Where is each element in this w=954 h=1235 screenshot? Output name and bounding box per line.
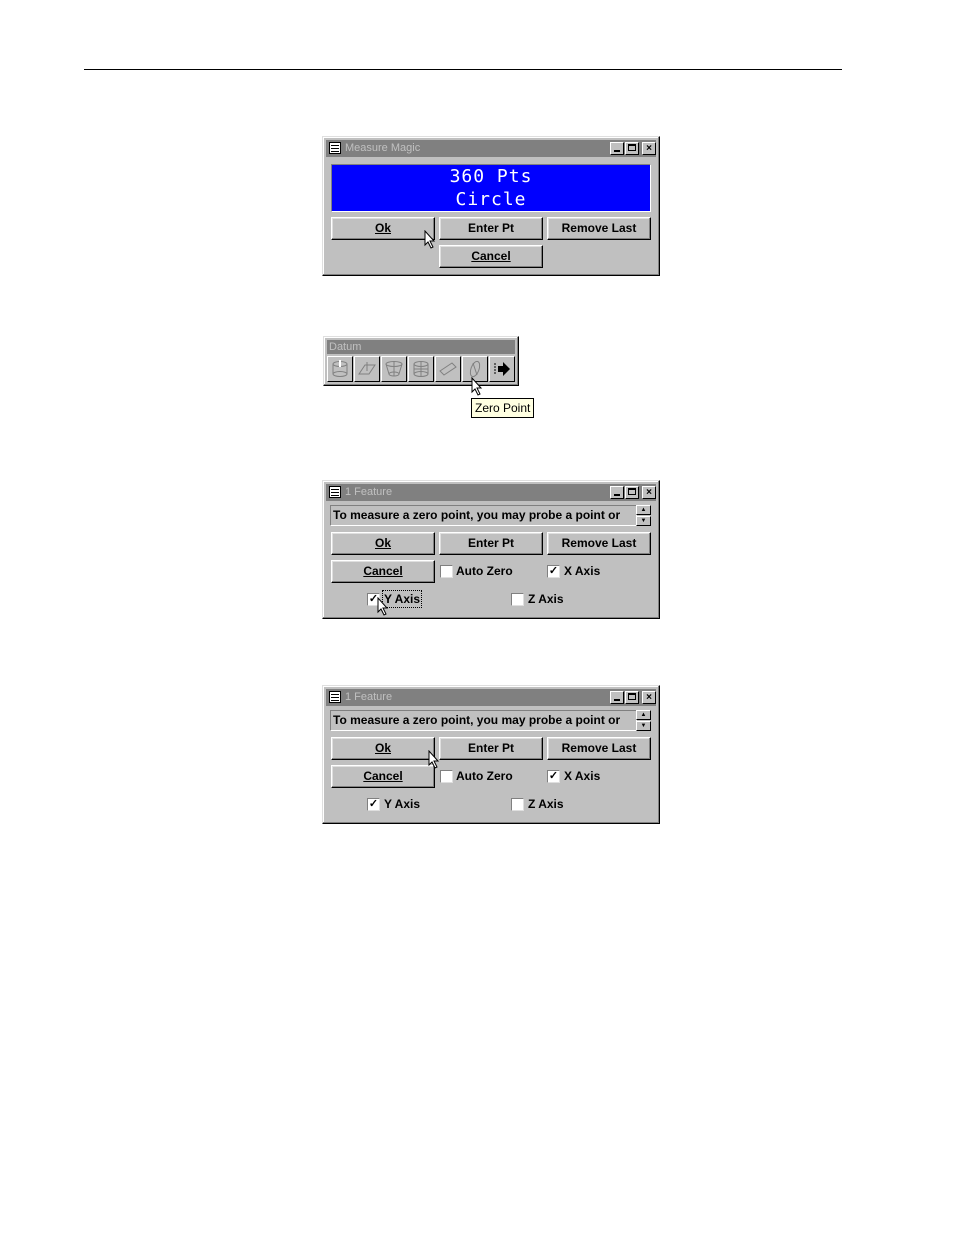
ok-button[interactable] bbox=[331, 737, 435, 760]
toolbar-title: Datum bbox=[327, 340, 515, 354]
remove-last-button[interactable] bbox=[547, 217, 651, 240]
feature-type: Circle bbox=[455, 189, 527, 210]
datum-plane-tool[interactable] bbox=[354, 356, 380, 382]
close-button[interactable]: × bbox=[642, 691, 656, 704]
window-title: 1 Feature bbox=[345, 486, 393, 498]
datum-sphere-tool[interactable] bbox=[408, 356, 434, 382]
cancel-button[interactable] bbox=[331, 765, 435, 788]
maximize-button[interactable] bbox=[625, 486, 639, 499]
measure-magic-window bbox=[322, 136, 660, 276]
ok-label: Ok bbox=[374, 741, 391, 755]
zero-point-icon bbox=[465, 359, 485, 379]
message-scroll[interactable] bbox=[636, 505, 651, 526]
mouse-pointer-icon bbox=[377, 597, 389, 616]
x-axis-checkbox[interactable]: ✓ bbox=[548, 770, 559, 782]
close-button[interactable]: × bbox=[642, 142, 656, 155]
enter-pt-button[interactable] bbox=[439, 217, 543, 240]
datum-toolbar bbox=[323, 336, 519, 386]
scroll-down-button[interactable]: ▼ bbox=[636, 721, 651, 731]
tooltip: Zero Point bbox=[471, 398, 534, 418]
datum-cone-tool[interactable] bbox=[381, 356, 407, 382]
cancel-label: Cancel bbox=[471, 249, 511, 263]
y-axis-label: Y Axis bbox=[384, 797, 421, 811]
remove-last-label: Remove Last bbox=[561, 221, 637, 235]
mouse-pointer-icon bbox=[428, 750, 440, 769]
y-axis-label: Y Axis bbox=[384, 592, 421, 606]
minimize-button[interactable] bbox=[610, 486, 624, 499]
mouse-pointer-icon bbox=[471, 377, 483, 396]
scroll-up-button[interactable]: ▲ bbox=[636, 505, 651, 515]
enter-pt-label: Enter Pt bbox=[467, 741, 514, 755]
datum-cylinder-tool[interactable] bbox=[327, 356, 353, 382]
system-menu-icon[interactable] bbox=[329, 142, 341, 154]
title-bar bbox=[326, 689, 656, 706]
cancel-label: Cancel bbox=[363, 564, 403, 578]
enter-pt-button[interactable] bbox=[439, 532, 543, 555]
z-axis-label: Z Axis bbox=[528, 797, 564, 811]
ok-button[interactable] bbox=[331, 217, 435, 240]
remove-last-label: Remove Last bbox=[561, 536, 637, 550]
auto-zero-checkbox[interactable] bbox=[440, 770, 453, 783]
ok-button[interactable] bbox=[331, 532, 435, 555]
mouse-pointer-icon bbox=[424, 230, 436, 249]
feature-window bbox=[322, 480, 660, 619]
instruction-text[interactable]: To measure a zero point, you may probe a point or bbox=[330, 505, 637, 526]
status-display bbox=[331, 164, 651, 212]
z-axis-checkbox[interactable] bbox=[511, 593, 524, 606]
remove-last-button[interactable] bbox=[547, 737, 651, 760]
remove-last-label: Remove Last bbox=[561, 741, 637, 755]
scroll-up-button[interactable]: ▲ bbox=[636, 710, 651, 720]
auto-zero-label: Auto Zero bbox=[456, 769, 513, 783]
z-axis-label: Z Axis bbox=[528, 592, 564, 606]
enter-pt-label: Enter Pt bbox=[467, 536, 514, 550]
y-axis-checkbox[interactable]: ✓ bbox=[368, 593, 379, 605]
maximize-button[interactable] bbox=[625, 142, 639, 155]
cylinder-icon bbox=[330, 359, 350, 379]
maximize-button[interactable] bbox=[625, 691, 639, 704]
remove-last-button[interactable] bbox=[547, 532, 651, 555]
minimize-button[interactable] bbox=[610, 142, 624, 155]
instruction-text[interactable]: To measure a zero point, you may probe a point or bbox=[330, 710, 637, 731]
minimize-button[interactable] bbox=[610, 691, 624, 704]
scroll-down-button[interactable]: ▼ bbox=[636, 516, 651, 526]
line-icon bbox=[438, 359, 458, 379]
window-title: Measure Magic bbox=[345, 142, 421, 154]
cancel-button[interactable] bbox=[439, 245, 543, 268]
sphere-icon bbox=[411, 359, 431, 379]
feature-window bbox=[322, 685, 660, 824]
header-rule bbox=[84, 69, 842, 70]
system-menu-icon[interactable] bbox=[329, 486, 341, 498]
window-title: 1 Feature bbox=[345, 691, 393, 703]
more-tools-arrow[interactable] bbox=[489, 356, 515, 382]
x-axis-checkbox[interactable]: ✓ bbox=[548, 565, 559, 577]
ok-label: Ok bbox=[374, 221, 391, 235]
datum-line-tool[interactable] bbox=[435, 356, 461, 382]
cancel-label: Cancel bbox=[363, 769, 403, 783]
auto-zero-label: Auto Zero bbox=[456, 564, 513, 578]
points-count: 360 Pts bbox=[449, 166, 533, 187]
z-axis-checkbox[interactable] bbox=[511, 798, 524, 811]
close-button[interactable]: × bbox=[642, 486, 656, 499]
ok-label: Ok bbox=[374, 536, 391, 550]
cancel-button[interactable] bbox=[331, 560, 435, 583]
title-bar bbox=[326, 484, 656, 501]
system-menu-icon[interactable] bbox=[329, 691, 341, 703]
y-axis-checkbox[interactable]: ✓ bbox=[368, 798, 379, 810]
enter-pt-label: Enter Pt bbox=[467, 221, 514, 235]
x-axis-label: X Axis bbox=[564, 564, 601, 578]
auto-zero-checkbox[interactable] bbox=[440, 565, 453, 578]
plane-icon bbox=[357, 359, 377, 379]
enter-pt-button[interactable] bbox=[439, 737, 543, 760]
title-bar bbox=[326, 140, 656, 157]
x-axis-label: X Axis bbox=[564, 769, 601, 783]
cone-icon bbox=[384, 359, 404, 379]
message-scroll[interactable] bbox=[636, 710, 651, 731]
arrow-right-icon bbox=[492, 359, 512, 379]
